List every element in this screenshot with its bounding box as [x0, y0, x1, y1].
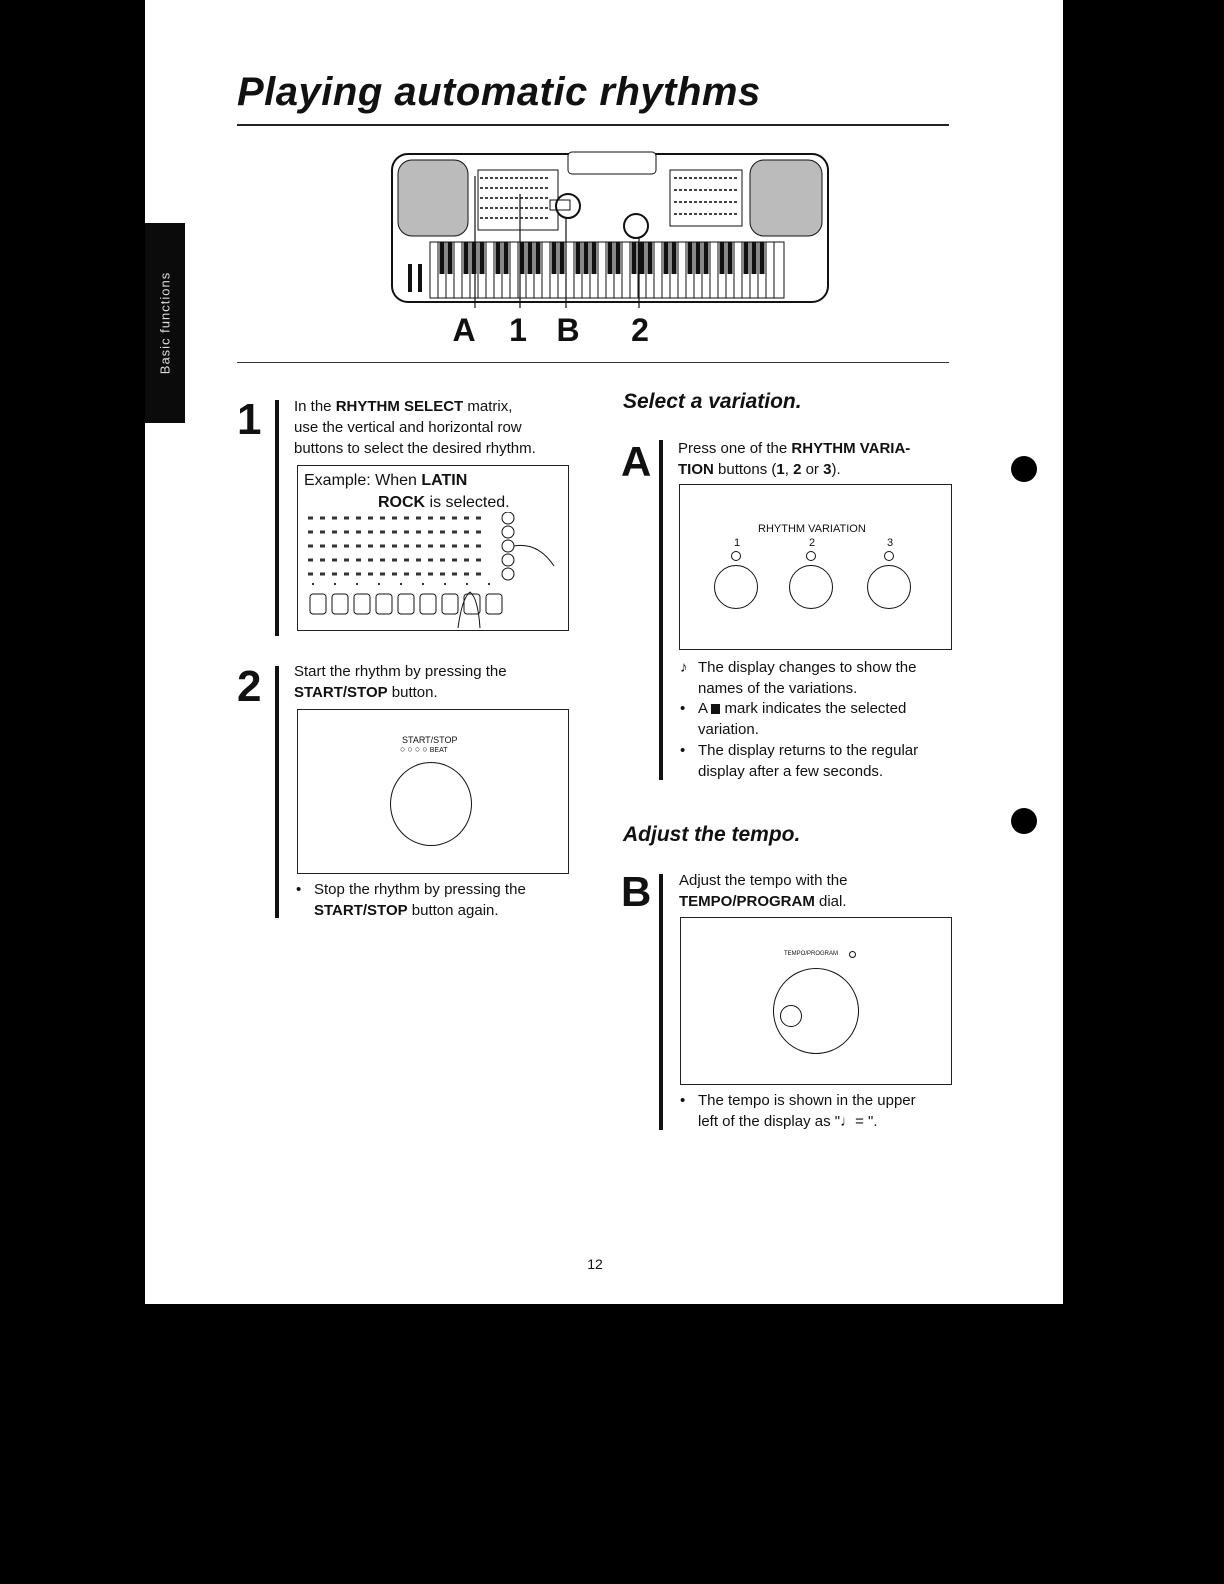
rhythm-select-example: Example: When LATIN ROCK is selected. [297, 465, 569, 631]
step-1-number: 1 [237, 395, 262, 444]
page-number: 12 [587, 1256, 603, 1272]
callout-1: 1 [509, 312, 527, 348]
title-rule [237, 124, 949, 126]
callout-2: 2 [631, 312, 649, 348]
manual-page [145, 0, 1063, 1304]
section-a-bullet-2: • The display returns to the regular display after a few seconds. [680, 742, 919, 780]
start-stop-button[interactable] [390, 762, 472, 846]
section-b-heading: Adjust the tempo. [623, 823, 801, 846]
section-a-heading: Select a variation. [623, 390, 802, 413]
rhythm-matrix-figure [298, 512, 566, 628]
binding-hole-1 [1011, 456, 1037, 482]
section-a-text: Press one of the RHYTHM VARIA- TION buttons (1, 2 or 3). [678, 440, 911, 478]
tempo-program-panel: TEMPO/PROGRAM [680, 917, 952, 1085]
section-a-bar [659, 440, 663, 780]
variation-button-1[interactable] [714, 565, 758, 609]
beat-indicators: ○○○○BEAT [400, 744, 448, 754]
keyboard-keys [430, 242, 784, 298]
section-rule [237, 362, 949, 363]
section-a-letter: A [621, 438, 652, 485]
rhythm-variation-panel: RHYTHM VARIATION 1 2 3 [679, 484, 952, 650]
section-tab: Basic functions [145, 223, 185, 423]
start-stop-panel: START/STOP ○○○○BEAT [297, 709, 569, 874]
section-b-bar [659, 874, 663, 1130]
variation-led-2 [806, 551, 816, 561]
callout-b: B [556, 312, 580, 348]
section-a-bullet-1: • A mark indicates the selected variation. [680, 700, 907, 738]
page-title: Playing automatic rhythms [237, 70, 761, 114]
section-a-note: ♪ The display changes to show the names of the variations. [680, 659, 917, 697]
keyboard-illustration [390, 148, 830, 308]
step-1-text: In the RHYTHM SELECT matrix, use the vertical and horizontal row buttons to select the desired rhythm. [294, 398, 536, 457]
section-b-letter: B [621, 868, 652, 915]
section-b-bullet: • The tempo is shown in the upper left of the display as "♩= ". [680, 1092, 916, 1130]
step-1-bar [275, 400, 279, 636]
variation-led-1 [731, 551, 741, 561]
callout-a: A [452, 312, 476, 348]
tempo-led [849, 951, 856, 958]
binding-hole-2 [1011, 808, 1037, 834]
step-2-bar [275, 666, 279, 918]
step-2-text: Start the rhythm by pressing the START/STOP button. [294, 663, 507, 701]
dial-indicator [780, 1005, 802, 1027]
variation-button-3[interactable] [867, 565, 911, 609]
step-2-bullet: • Stop the rhythm by pressing the START/STOP button again. [296, 881, 526, 919]
square-mark-icon [711, 704, 720, 714]
variation-button-2[interactable] [789, 565, 833, 609]
step-2-number: 2 [237, 662, 262, 711]
section-b-text: Adjust the tempo with the TEMPO/PROGRAM dial. [679, 872, 848, 910]
note-icon: ♪ [680, 659, 688, 676]
tempo-program-dial[interactable] [773, 968, 859, 1054]
variation-led-3 [884, 551, 894, 561]
